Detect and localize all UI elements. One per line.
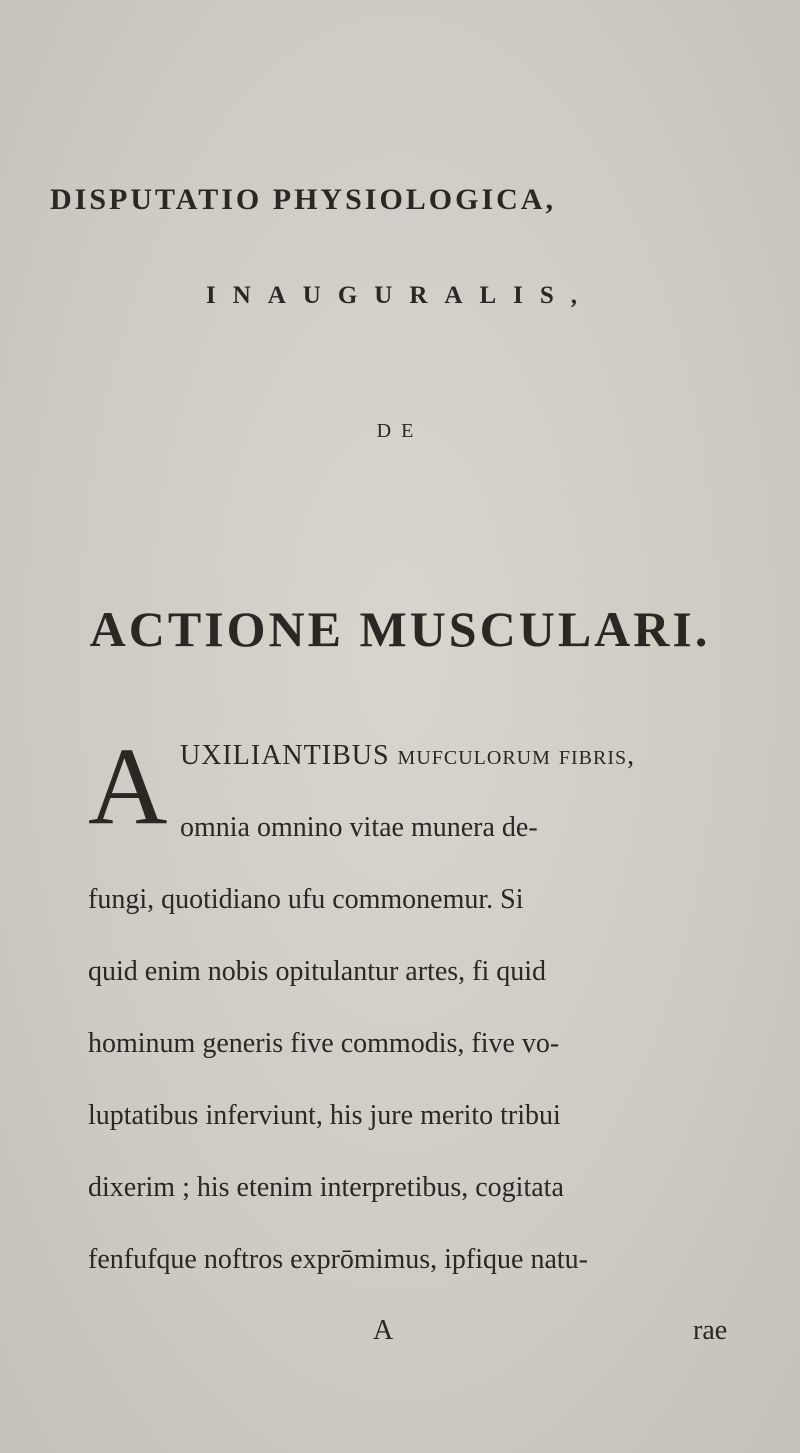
drop-cap: A (88, 725, 168, 847)
body-line: fungi, quotidiano ufu commonemur. Si (88, 884, 524, 915)
body-line: fenfufque noftros exprōmimus, ipfique natu- (88, 1244, 588, 1275)
body-line: hominum generis five commodis, five vo- (88, 1028, 560, 1059)
body-line: omnia omnino vitae munera de- (180, 812, 538, 843)
body-line: quid enim nobis opitulantur artes, fi quid (88, 956, 547, 987)
title-line-2: INAUGURALIS, (205, 282, 595, 309)
title-line-3: DE (376, 420, 424, 442)
signature-mark: A (373, 1315, 394, 1346)
title-line-4: ACTIONE MUSCULARI. (89, 601, 711, 657)
body-line: luptatibus inferviunt, his jure merito tribui (88, 1100, 561, 1131)
body-line: dixerim ; his etenim interpretibus, cogitata (88, 1172, 564, 1203)
title-line-1: DISPUTATIO PHYSIOLOGICA, (50, 183, 556, 216)
catchword: rae (693, 1315, 728, 1346)
body-text (88, 720, 743, 1296)
body-line: UXILIANTIBUS mufculorum fibris, (180, 740, 636, 771)
